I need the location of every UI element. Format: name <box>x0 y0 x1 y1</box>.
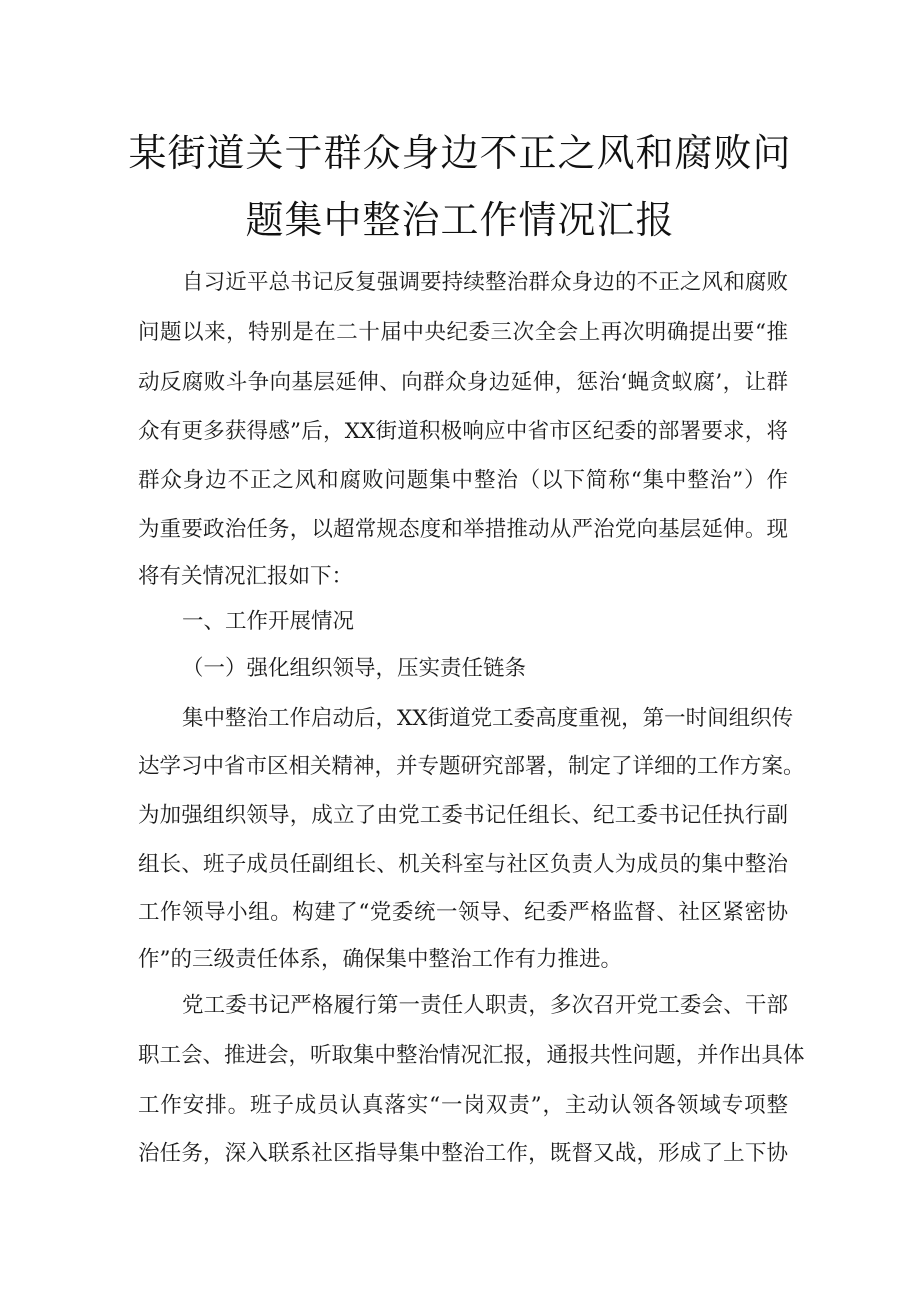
intro-line: 动反腐败斗争向基层延伸、向群众身边延伸，惩治‘蝇贪蚁腐’，让群 <box>138 370 788 395</box>
document-title-line-2: 题集中整治工作情况汇报 <box>245 198 675 242</box>
intro-line: 为重要政治任务，以超常规态度和举措推动从严治党向基层延伸。现 <box>138 517 788 542</box>
paragraph-line: 为加强组织领导，成立了由党工委书记任组长、纪工委书记任执行副 <box>138 803 788 828</box>
intro-line: 将有关情况汇报如下： <box>138 564 354 589</box>
intro-line: 群众身边不正之风和腐败问题集中整治（以下简称“集中整治”）作 <box>138 468 788 493</box>
paragraph-line: 达学习中省市区相关精神，并专题研究部署，制定了详细的工作方案。 <box>138 754 805 779</box>
intro-line: 自习近平总书记反复强调要持续整治群众身边的不正之风和腐败 <box>182 270 788 295</box>
paragraph-line: 工作安排。班子成员认真落实“一岗双责”，主动认领各领域专项整 <box>138 1093 788 1118</box>
intro-line: 众有更多获得感”后，XX街道积极响应中省市区纪委的部署要求，将 <box>138 419 788 444</box>
paragraph-line: 作”的三级责任体系，确保集中整治工作有力推进。 <box>138 947 622 972</box>
paragraph-line: 集中整治工作启动后，XX街道党工委高度重视，第一时间组织传 <box>182 706 794 731</box>
document-title-line-1: 某街道关于群众身边不正之风和腐败问 <box>128 131 792 175</box>
section-heading: 一、工作开展情况 <box>182 609 355 634</box>
paragraph-line: 党工委书记严格履行第一责任人职责，多次召开党工委会、干部 <box>182 993 788 1018</box>
subsection-heading: （一）强化组织领导，压实责任链条 <box>182 656 527 681</box>
paragraph-line: 组长、班子成员任副组长、机关科室与社区负责人为成员的集中整治 <box>138 852 788 877</box>
paragraph-line: 职工会、推进会，听取集中整治情况汇报，通报共性问题，并作出具体 <box>138 1043 805 1068</box>
paragraph-line: 工作领导小组。构建了“党委统一领导、纪委严格监督、社区紧密协 <box>138 900 788 925</box>
intro-line: 问题以来，特别是在二十届中央纪委三次全会上再次明确提出要“推 <box>138 320 788 345</box>
paragraph-line: 治任务，深入联系社区指导集中整治工作，既督又战，形成了上下协 <box>138 1141 788 1166</box>
